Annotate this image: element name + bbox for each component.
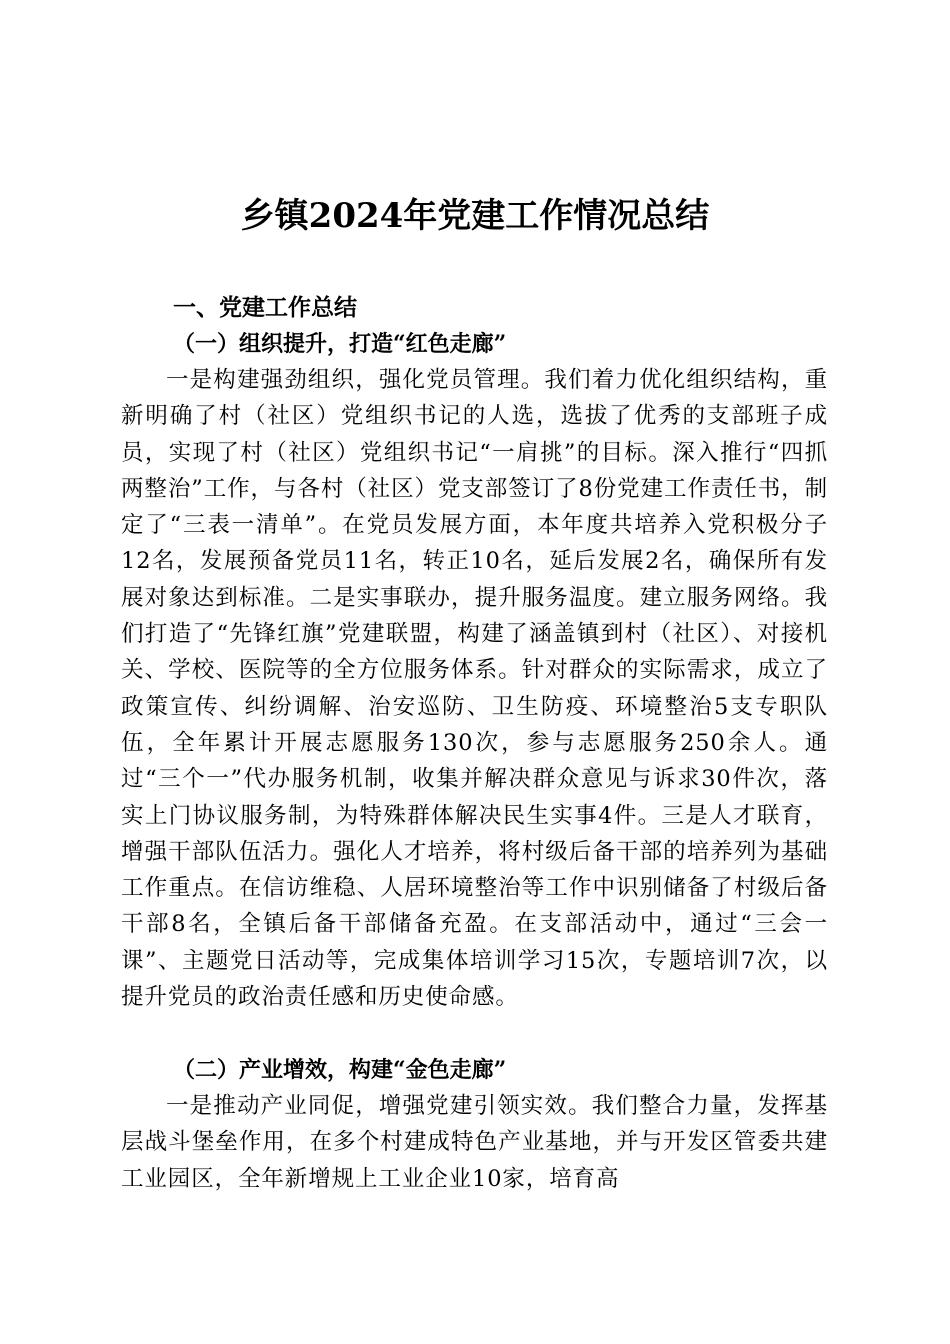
subsection-heading-red-corridor: （一）组织提升，打造“红色走廊” bbox=[173, 331, 507, 357]
subsection-heading-golden-corridor: （二）产业增效，构建“金色走廊” bbox=[173, 1057, 507, 1083]
body-paragraph-industry: 一是推动产业同促，增强党建引领实效。我们整合力量，发挥基层战斗堡垒作用，在多个村建成特色产业基地，并与开发区管委共建工业园区，全年新增规上工业企业10家，培育高 bbox=[121, 1093, 828, 1192]
section-heading: 一、党建工作总结 bbox=[173, 295, 357, 321]
body-paragraph-organization: 一是构建强劲组织，强化党员管理。我们着力优化组织结构，重新明确了村（社区）党组织书记的人选，选拔了优秀的支部班子成员，实现了村（社区）党组织书记“一肩挑”的目标。深入推行“四抓两整治”工作，与各村（社区）党支部签订了8份党建工作责任书，制定了“三表一清单”。在党员发展方面，本年度共培养入党积极分子12名，发展预备党员11名，转正10名，延后发展2名，确保所有发展对象达到标准。二是实事联办，提升服务温度。建立服务网络。我们打造了“先锋红旗”党建联盟，构建了涵盖镇到村（社区）、对接机关、学校、医院等的全方位服务体系。针对群众的实际需求，成立了政策宣传、纠纷调解、治安巡防、卫生防疫、环境整治5支专职队伍，全年累计开展志愿服务130次，参与志愿服务250余人。通过“三个一”代办服务机制，收集并解决群众意见与诉求30件次，落实上门协议服务制，为特殊群体解决民生实事4件。三是人才联育，增强干部队伍活力。强化人才培养，将村级后备干部的培养列为基础工作重点。在信访维稳、人居环境整治等工作中识别储备了村级后备干部8名，全镇后备干部储备充盈。在支部活动中，通过“三会一课”、主题党日活动等，完成集体培训学习15次，专题培训7次，以提升党员的政治责任感和历史使命感。 bbox=[121, 367, 828, 1011]
document-title: 乡镇2024年党建工作情况总结 bbox=[240, 196, 710, 236]
